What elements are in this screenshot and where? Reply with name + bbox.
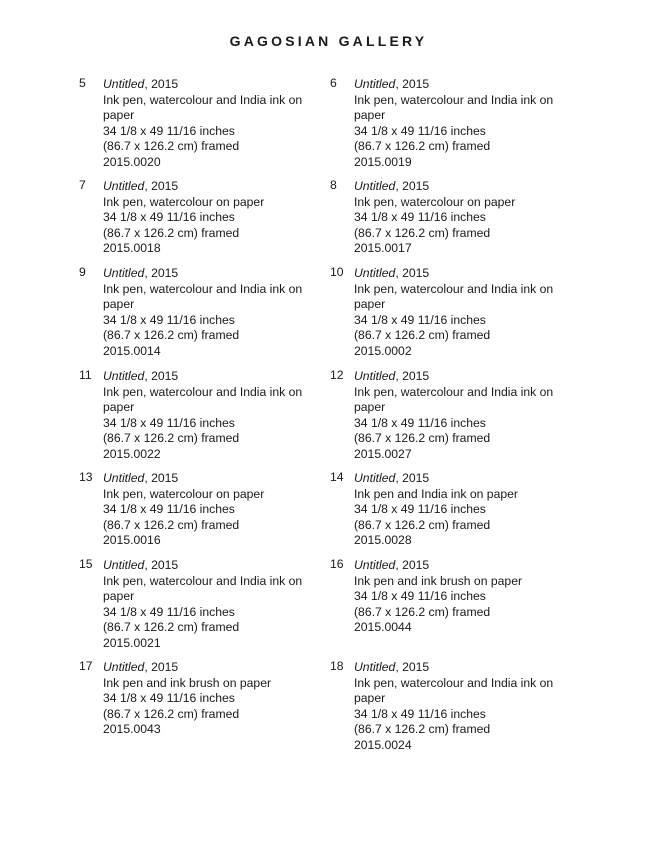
artwork-entry <box>330 660 570 762</box>
entry-number: 9 <box>79 265 86 279</box>
artwork-inventory-number: 2015.0020 <box>103 154 161 169</box>
artwork-dimensions-inches: 34 1/8 x 49 11/16 inches <box>103 415 235 430</box>
artwork-year: , 2015 <box>395 179 430 193</box>
artwork-inventory-number: 2015.0021 <box>103 635 161 650</box>
artwork-dimensions-cm: (86.7 x 126.2 cm) framed <box>354 139 491 154</box>
artwork-entry <box>330 266 570 369</box>
artwork-title: Untitled <box>354 369 396 383</box>
artwork-medium: Ink pen, watercolour on paper <box>103 486 265 501</box>
artwork-year: , 2015 <box>144 558 179 572</box>
artwork-medium: Ink pen, watercolour and India ink on <box>354 92 554 107</box>
artwork-medium: paper <box>103 400 135 415</box>
right-column <box>330 77 570 762</box>
artwork-medium: paper <box>103 589 135 604</box>
artwork-dimensions-cm: (86.7 x 126.2 cm) framed <box>103 328 240 343</box>
artwork-year: , 2015 <box>395 660 430 674</box>
artwork-title: Untitled <box>103 266 145 280</box>
artwork-dimensions-inches: 34 1/8 x 49 11/16 inches <box>103 210 235 225</box>
artwork-entry <box>330 471 570 558</box>
left-column <box>79 77 319 747</box>
artwork-title: Untitled <box>354 558 396 572</box>
artwork-year: , 2015 <box>395 471 430 485</box>
artwork-dimensions-inches: 34 1/8 x 49 11/16 inches <box>354 415 486 430</box>
artwork-medium: Ink pen, watercolour on paper <box>354 194 516 209</box>
artwork-title: Untitled <box>354 77 396 91</box>
artwork-medium: paper <box>354 691 386 706</box>
artwork-medium: Ink pen, watercolour and India ink on <box>103 92 303 107</box>
artwork-inventory-number: 2015.0016 <box>103 533 161 548</box>
artwork-year: , 2015 <box>395 77 430 91</box>
artwork-dimensions-inches: 34 1/8 x 49 11/16 inches <box>354 123 486 138</box>
artwork-medium: Ink pen, watercolour and India ink on <box>354 675 554 690</box>
artwork-entry <box>330 369 570 471</box>
artwork-medium: Ink pen, watercolour and India ink on <box>103 281 303 296</box>
artwork-medium: Ink pen and ink brush on paper <box>103 675 272 690</box>
entry-number: 15 <box>79 557 93 571</box>
entry-number: 13 <box>79 470 93 484</box>
artwork-entry <box>330 179 570 266</box>
artwork-dimensions-cm: (86.7 x 126.2 cm) framed <box>103 620 240 635</box>
entry-number: 18 <box>330 659 344 673</box>
artwork-dimensions-inches: 34 1/8 x 49 11/16 inches <box>354 312 486 327</box>
artwork-inventory-number: 2015.0022 <box>103 446 161 461</box>
artwork-title: Untitled <box>103 471 145 485</box>
artwork-entry <box>79 660 319 747</box>
artwork-title: Untitled <box>354 179 396 193</box>
artwork-dimensions-cm: (86.7 x 126.2 cm) framed <box>354 517 491 532</box>
artwork-inventory-number: 2015.0017 <box>354 241 412 256</box>
artwork-year: , 2015 <box>144 266 179 280</box>
artwork-year: , 2015 <box>395 369 430 383</box>
artwork-inventory-number: 2015.0018 <box>103 241 161 256</box>
entry-number: 7 <box>79 178 86 192</box>
artwork-medium: paper <box>354 297 386 312</box>
artwork-entry <box>330 558 570 660</box>
artwork-dimensions-inches: 34 1/8 x 49 11/16 inches <box>354 502 486 517</box>
entry-number: 6 <box>330 76 337 90</box>
artwork-title: Untitled <box>354 660 396 674</box>
artwork-dimensions-cm: (86.7 x 126.2 cm) framed <box>103 706 240 721</box>
entry-number: 14 <box>330 470 344 484</box>
artwork-medium: Ink pen, watercolour and India ink on <box>103 573 303 588</box>
artwork-title: Untitled <box>354 266 396 280</box>
entry-number: 11 <box>79 368 92 382</box>
artwork-inventory-number: 2015.0002 <box>354 343 412 358</box>
artwork-medium: paper <box>103 108 135 123</box>
artwork-entry <box>79 77 319 179</box>
artwork-year: , 2015 <box>395 266 430 280</box>
artwork-year: , 2015 <box>144 369 179 383</box>
artwork-dimensions-cm: (86.7 x 126.2 cm) framed <box>354 328 491 343</box>
artwork-dimensions-cm: (86.7 x 126.2 cm) framed <box>103 139 240 154</box>
artwork-entry <box>79 471 319 558</box>
artwork-dimensions-cm: (86.7 x 126.2 cm) framed <box>354 722 491 737</box>
entry-number: 16 <box>330 557 344 571</box>
artwork-dimensions-inches: 34 1/8 x 49 11/16 inches <box>103 502 235 517</box>
artwork-dimensions-inches: 34 1/8 x 49 11/16 inches <box>103 691 235 706</box>
artwork-inventory-number: 2015.0014 <box>103 343 161 358</box>
artwork-title: Untitled <box>103 660 145 674</box>
artwork-title: Untitled <box>103 77 145 91</box>
artwork-dimensions-inches: 34 1/8 x 49 11/16 inches <box>103 604 235 619</box>
artwork-dimensions-inches: 34 1/8 x 49 11/16 inches <box>354 706 486 721</box>
entry-number: 12 <box>330 368 344 382</box>
artwork-year: , 2015 <box>144 660 179 674</box>
artwork-medium: Ink pen, watercolour and India ink on <box>354 281 554 296</box>
artwork-year: , 2015 <box>144 179 179 193</box>
artwork-dimensions-cm: (86.7 x 126.2 cm) framed <box>103 225 240 240</box>
artwork-inventory-number: 2015.0027 <box>354 446 412 461</box>
artwork-medium: Ink pen, watercolour and India ink on <box>354 384 554 399</box>
artwork-year: , 2015 <box>144 471 179 485</box>
artwork-dimensions-cm: (86.7 x 126.2 cm) framed <box>103 517 240 532</box>
artwork-year: , 2015 <box>144 77 179 91</box>
gallery-header: GAGOSIAN GALLERY <box>229 33 428 49</box>
artwork-entry <box>79 558 319 660</box>
artwork-medium: Ink pen, watercolour and India ink on <box>103 384 303 399</box>
artwork-dimensions-inches: 34 1/8 x 49 11/16 inches <box>354 589 486 604</box>
entry-number: 17 <box>79 659 93 673</box>
artwork-dimensions-inches: 34 1/8 x 49 11/16 inches <box>103 312 235 327</box>
artwork-dimensions-inches: 34 1/8 x 49 11/16 inches <box>103 123 235 138</box>
artwork-inventory-number: 2015.0028 <box>354 533 412 548</box>
artwork-dimensions-cm: (86.7 x 126.2 cm) framed <box>354 604 491 619</box>
artwork-dimensions-cm: (86.7 x 126.2 cm) framed <box>354 431 491 446</box>
artwork-entry <box>79 179 319 266</box>
artwork-inventory-number: 2015.0024 <box>354 737 412 752</box>
artwork-title: Untitled <box>103 558 145 572</box>
artwork-year: , 2015 <box>395 558 430 572</box>
entry-number: 8 <box>330 178 337 192</box>
artwork-inventory-number: 2015.0043 <box>103 722 161 737</box>
artwork-title: Untitled <box>354 471 396 485</box>
artwork-dimensions-inches: 34 1/8 x 49 11/16 inches <box>354 210 486 225</box>
artwork-dimensions-cm: (86.7 x 126.2 cm) framed <box>103 431 240 446</box>
artwork-medium: paper <box>354 400 386 415</box>
artwork-entry <box>79 369 319 471</box>
artwork-medium: Ink pen and India ink on paper <box>354 486 518 501</box>
artwork-medium: paper <box>354 108 386 123</box>
artwork-medium: Ink pen and ink brush on paper <box>354 573 523 588</box>
artwork-title: Untitled <box>103 369 145 383</box>
artwork-inventory-number: 2015.0044 <box>354 620 412 635</box>
artwork-entry <box>330 77 570 179</box>
artwork-inventory-number: 2015.0019 <box>354 154 412 169</box>
artwork-title: Untitled <box>103 179 145 193</box>
artwork-medium: Ink pen, watercolour on paper <box>103 194 265 209</box>
entry-number: 5 <box>79 76 86 90</box>
artwork-medium: paper <box>103 297 135 312</box>
entry-number: 10 <box>330 265 344 279</box>
artwork-dimensions-cm: (86.7 x 126.2 cm) framed <box>354 225 491 240</box>
artwork-entry <box>79 266 319 369</box>
